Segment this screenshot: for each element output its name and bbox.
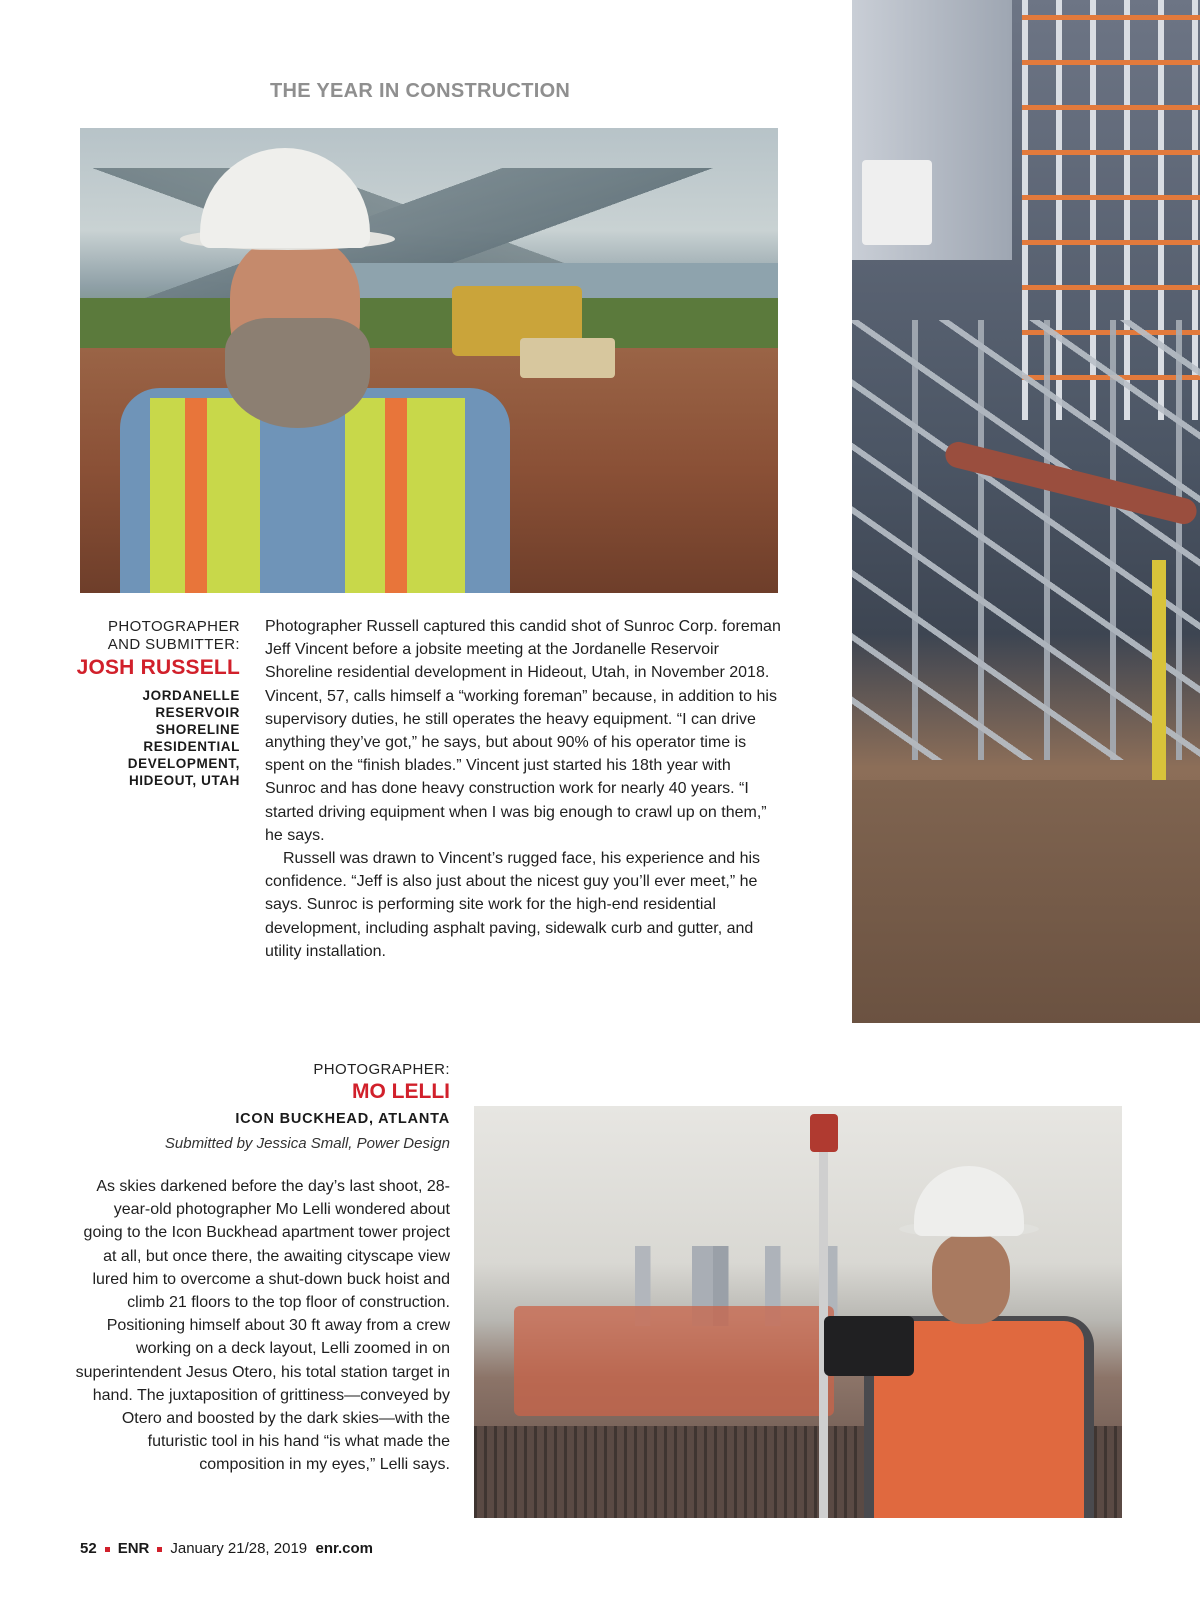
controller-tablet	[824, 1316, 914, 1376]
hard-hat	[200, 148, 370, 248]
photographer-name: MO LELLI	[352, 1080, 450, 1103]
photographer-name: JOSH RUSSELL	[76, 656, 240, 679]
section-title: THE YEAR IN CONSTRUCTION	[270, 80, 571, 102]
story1-paragraph: Photographer Russell captured this candid shot of Sunroc Corp. foreman Jeff Vincent before a jobsite meeting at the Jordanelle Reservoir Shoreline residential development in Hideout, Utah, in November 2018. Vincent, 57, calls himself a “working foreman” because, in addition to his supervisory duties, he still operates the heavy equipment. “I can drive anything they’ve got,” he says, but about 90% of his operator time is spent on the “finish blades.” Vincent just started his 18th year with Sunroc and has done heavy construction work for nearly 40 years. “I started driving equipment when I was big enough to crawl up on them,” he says.	[265, 618, 781, 844]
page-footer	[80, 1540, 580, 1557]
bulldozer-blade	[520, 338, 615, 378]
story1-body	[265, 615, 785, 963]
square-bullet-icon	[157, 1547, 162, 1552]
site-ground	[852, 780, 1200, 1023]
story2-paragraph: As skies darkened before the day’s last shoot, 28-year-old photographer Mo Lelli wondered about going to the Icon Buckhead apartment tower project at all, but once there, the awaiting cityscape view lured him to overcome a shut-down buck hoist and climb 21 floors to the top floor of construction. Positioning himself about 30 ft away from a crew working on a deck layout, Lelli zoomed in on superintendent Jesus Otero, his total station target in hand. The juxtaposition of grittiness—conveyed by Otero and boosted by the dark skies—with the futuristic tool in his hand “is what made the composition in my eyes,” Lelli says.	[75, 1178, 450, 1474]
foreman-figure	[120, 148, 530, 593]
hard-hat	[914, 1166, 1024, 1236]
magazine-name: ENR	[117, 1540, 150, 1557]
total-station-target	[810, 1114, 838, 1152]
project-location: JORDANELLE RESERVOIR SHORELINE RESIDENTIAL DEVELOPMENT, HIDEOUT, UTAH	[127, 688, 240, 788]
superintendent-figure	[854, 1166, 1114, 1518]
foreman-beard	[225, 318, 370, 428]
structure-photo	[852, 0, 1200, 1023]
superintendent-photo	[474, 1106, 1122, 1518]
yellow-railing	[1152, 560, 1166, 780]
project-location: ICON BUCKHEAD, ATLANTA	[235, 1111, 450, 1127]
square-bullet-icon	[105, 1547, 110, 1552]
photographer-label: PHOTOGRAPHER:	[313, 1061, 450, 1078]
issue-date: January 21/28, 2019	[170, 1540, 308, 1557]
page-number: 52	[80, 1540, 97, 1557]
website: enr.com	[315, 1540, 374, 1557]
story1-paragraph: Russell was drawn to Vincent’s rugged face, his experience and his confidence. “Jeff is also just about the nicest guy you’ll ever meet,” he says. Sunroc is performing site work for the high-end residential development, including asphalt paving, sidewalk curb and gutter, and utility installation.	[265, 850, 761, 960]
steel-frame	[852, 320, 1200, 760]
photographer-label: PHOTOGRAPHER AND SUBMITTER:	[107, 618, 240, 653]
submitted-by: Submitted by Jessica Small, Power Design	[164, 1135, 450, 1152]
orange-netting	[514, 1306, 834, 1416]
foreman-photo	[80, 128, 778, 593]
site-sign	[862, 160, 932, 245]
vest-stripe-right	[385, 398, 407, 593]
story2-body	[75, 1175, 450, 1477]
superintendent-face	[932, 1234, 1010, 1324]
vest-stripe-left	[185, 398, 207, 593]
